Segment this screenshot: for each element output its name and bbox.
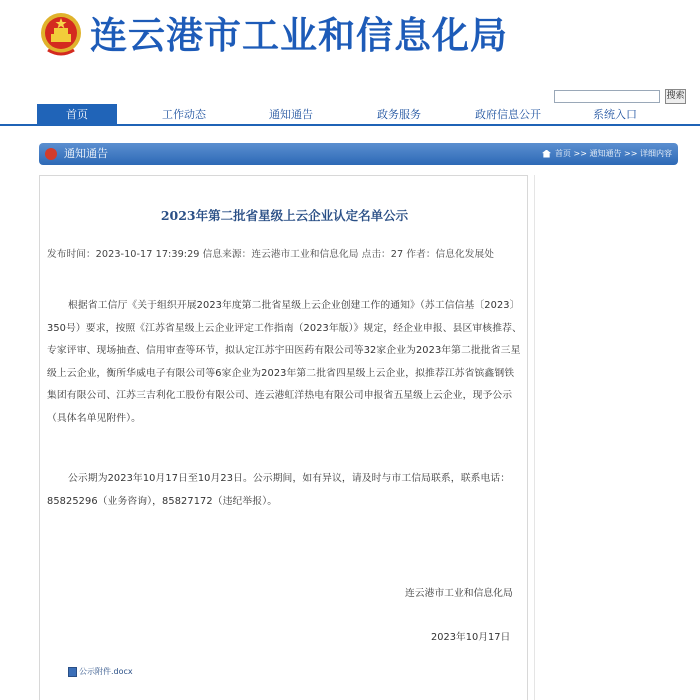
article-panel — [39, 175, 528, 700]
nav-item-home[interactable]: 首页 — [37, 104, 117, 125]
home-icon — [542, 150, 551, 158]
nav-item-info-disclosure[interactable]: 政府信息公开 — [475, 108, 541, 121]
breadcrumb-path[interactable]: 首页 >> 通知通告 >> 详细内容 — [555, 149, 672, 158]
search-input[interactable] — [554, 90, 660, 103]
section-title: 通知通告 — [64, 147, 108, 160]
signature-org: 连云港市工业和信息化局 — [405, 588, 513, 599]
breadcrumb-bar — [39, 143, 678, 165]
sidebar-panel — [534, 175, 678, 700]
breadcrumb[interactable] — [542, 143, 672, 165]
article-paragraph: 公示期为2023年10月17日至10月23日。公示期间，如有异议，请及时与市工信局联系，联系电话：85825296（业务咨询），85827172（违纪举报）。 — [47, 473, 511, 507]
nav-item-gov-services[interactable]: 政务服务 — [377, 108, 421, 121]
main-nav — [0, 104, 700, 126]
nav-item-system-entry[interactable]: 系统入口 — [593, 108, 637, 121]
national-emblem-icon — [40, 12, 82, 58]
section-bullet-icon — [45, 148, 57, 160]
signature-date: 2023年10月17日 — [431, 632, 511, 643]
article-paragraph: 根据省工信厅《关于组织开展2023年度第二批省星级上云企业创建工作的通知》（苏工信信基〔2023〕350号）要求，按照《江苏省星级上云企业评定工作指南（2023年版）》规定，经企业申报、县区审核推荐、专家评审、现场抽查、信用审查等环节，拟认定江苏宇田医药有限公司等32家企业为2023年第二批批省三星级上云企业，衡所华威电子有限公司等6家企业为2023年第二批省四星级上云企业，拟推荐江苏省镔鑫钢铁集团有限公司、江苏三吉利化工股份有限公司、连云港虹洋热电有限公司申报省五星级上云企业，现予公示（具体名单见附件）。 — [47, 300, 522, 424]
search-button[interactable]: 搜索 — [665, 89, 686, 104]
attachment-link[interactable] — [68, 666, 133, 677]
nav-item-work-news[interactable]: 工作动态 — [162, 108, 206, 121]
article-title: 2023年第二批省星级上云企业认定名单公示 — [160, 208, 409, 223]
site-header — [0, 0, 700, 101]
site-title: 连云港市工业和信息化局 — [90, 14, 508, 57]
attachment-name[interactable]: 公示附件.docx — [79, 667, 133, 676]
nav-item-notices[interactable]: 通知通告 — [269, 108, 313, 121]
word-document-icon — [68, 667, 77, 677]
article-meta: 发布时间：2023-10-17 17:39:29 信息来源：连云港市工业和信息化局 点击：27 作者：信息化发展处 — [47, 249, 494, 260]
